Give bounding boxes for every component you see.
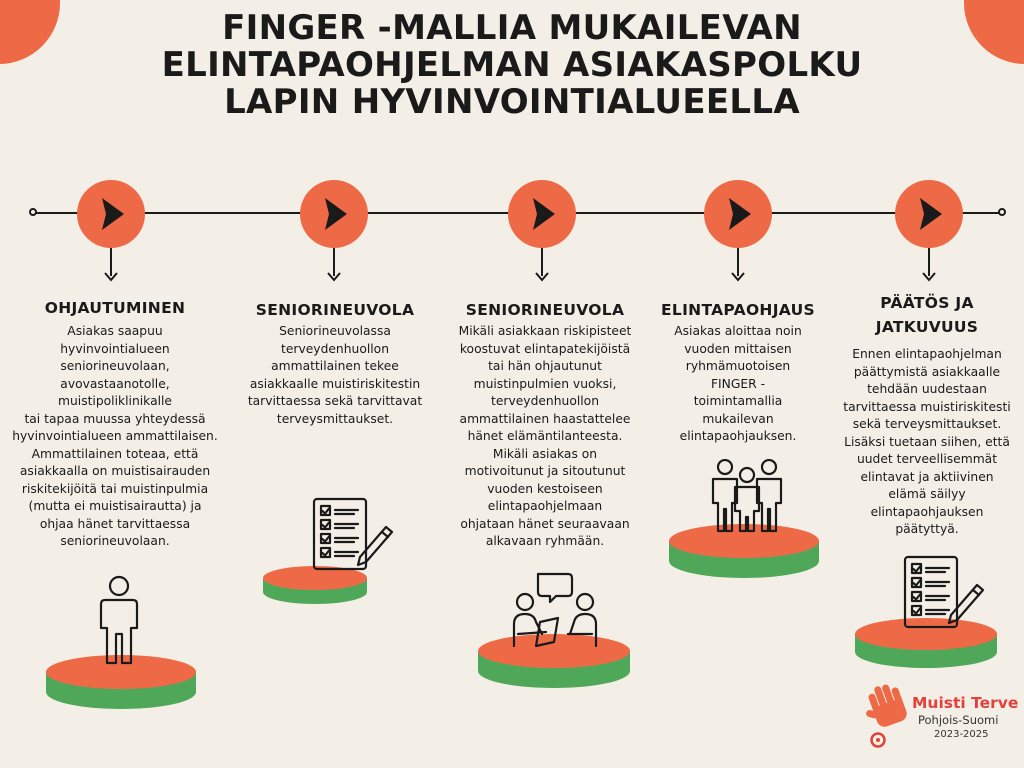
step-heading-line: SENIORINEUVOLA <box>255 301 415 319</box>
step-description-line: mukailevan <box>702 411 774 426</box>
step-description-line: elintapaohjauksen. <box>679 429 797 443</box>
title-line: LAPIN HYVINVOINTIALUEELLA <box>224 82 800 122</box>
step-description-line: Mikäli asiakkaan riskipisteet <box>458 324 632 338</box>
arrow-head <box>922 272 936 282</box>
step-description-line: Lisäksi tuetaan siihen, että <box>844 434 1010 449</box>
corner-decoration-circle <box>0 0 60 64</box>
step-heading-line: ELINTAPAOHJAUS <box>661 301 815 319</box>
step-description-line: muistinpulmien vuoksi, <box>473 376 617 391</box>
step-description-line: avovastaanotolle, <box>60 376 170 391</box>
step-marker <box>508 180 576 248</box>
timeline-start-dot <box>29 208 37 216</box>
play-arrow-icon <box>895 180 963 248</box>
conversation-icon <box>510 572 600 648</box>
step-marker <box>704 180 772 248</box>
muisti-terve-logo <box>862 680 1019 760</box>
step-description-line: elintavat ja aktiivinen <box>860 469 994 484</box>
step-description-line: elintapaohjelmaan <box>487 499 603 513</box>
step-description-line: seniorineuvolaan, <box>60 359 170 373</box>
step-marker <box>300 180 368 248</box>
step-description-line: ohjaa hänet tarvittaessa <box>39 516 191 531</box>
step-description-line: päättymistä asiakkaalle <box>853 364 1001 379</box>
play-arrow-icon <box>508 180 576 248</box>
step-description-line: toimintamallia <box>693 394 783 408</box>
step-heading-line: SENIORINEUVOLA <box>465 301 625 319</box>
step-heading <box>10 296 220 320</box>
muistiliitto-logo-icon <box>870 732 886 748</box>
step-marker <box>895 180 963 248</box>
step-description-line: tarvittaessa sekä tarvittavat <box>247 394 423 408</box>
step-description-line: elämä säilyy <box>888 487 966 501</box>
hand-logo-icon <box>866 680 916 740</box>
step-icon <box>510 572 600 652</box>
step-description <box>838 346 1016 539</box>
step-heading <box>838 291 1016 339</box>
step-icon <box>705 459 789 539</box>
checklist-icon <box>312 497 394 573</box>
step-description-line: asiakkaalle muistiriskitestin <box>249 376 421 391</box>
step-description-line: riskitekijöitä tai muistinpulmia <box>21 481 209 496</box>
step-heading-line: PÄÄTÖS JA <box>880 294 974 312</box>
step-heading-line: JATKUVUUS <box>875 318 979 336</box>
step-description-line: Seniorineuvolassa <box>279 324 391 338</box>
step-description-line: uudet terveellisemmät <box>856 452 998 466</box>
step-heading <box>648 298 828 322</box>
step-description-line: ammattilainen tekee <box>271 359 399 373</box>
step-description-line: koostuvat elintapatekijöistä <box>459 341 631 356</box>
step-description-line: hyvinvointialueen ammattilaisen. <box>12 429 218 443</box>
step-description-line: (mutta ei muistisairautta) ja <box>28 499 202 513</box>
step-description-line: Asiakas aloittaa noin <box>674 324 802 338</box>
step-description-line: sekä terveysmittaukset. <box>852 417 1002 431</box>
step-heading <box>240 298 430 322</box>
step-heading <box>450 298 640 322</box>
timeline-end-dot <box>998 208 1006 216</box>
play-arrow-icon <box>77 180 145 248</box>
person-icon <box>97 574 141 666</box>
page-title <box>150 10 874 121</box>
step-description-line: tarvittaessa muistiriskitesti <box>843 399 1011 414</box>
title-line: ELINTAPAOHJELMAN ASIAKASPOLKU <box>161 45 863 85</box>
step-description-line: vuoden kestoiseen <box>487 481 603 496</box>
checklist-icon <box>903 555 985 631</box>
step-description-line: terveydenhuollon <box>281 341 389 356</box>
brand-years: 2023-2025 <box>934 729 989 740</box>
step-description-line: motivoitunut ja sitoutunut <box>464 464 626 478</box>
arrow-head <box>104 272 118 282</box>
step-description-line: Ennen elintapaohjelman <box>852 347 1002 361</box>
step-description-line: päätyttyä. <box>895 522 959 536</box>
step-icon <box>97 574 141 670</box>
title-line: FINGER -MALLIA MUKAILEVAN <box>222 8 802 48</box>
step-description-line: hyvinvointialueen <box>60 341 170 356</box>
step-description-line: FINGER - <box>710 376 766 391</box>
step-description <box>648 323 828 446</box>
step-description-line: alkavaan ryhmään. <box>485 534 605 548</box>
step-description-line: terveysmittaukset. <box>276 411 394 426</box>
step-description-line: hänet elämäntilanteesta. <box>467 429 623 443</box>
step-description-line: tai hän ohjautunut <box>488 359 602 373</box>
play-arrow-icon <box>704 180 772 248</box>
step-description-line: tehdään uudestaan <box>867 382 987 396</box>
arrow-head <box>535 272 549 282</box>
arrow-head <box>731 272 745 282</box>
corner-decoration-circle <box>964 0 1024 64</box>
step-description-line: Asiakas saapuu <box>67 324 163 338</box>
step-description-line: ohjataan hänet seuraavaan <box>460 516 630 531</box>
step-description <box>450 323 640 551</box>
step-icon <box>312 497 394 577</box>
step-description-line: ammattilainen haastattelee <box>459 411 631 426</box>
step-heading-line: OHJAUTUMINEN <box>44 299 186 317</box>
brand-region: Pohjois-Suomi <box>918 713 999 727</box>
step-description-line: elintapaohjauksen <box>870 504 984 519</box>
step-description-line: muistipoliklinikalle <box>58 394 172 408</box>
step-description-line: ryhmämuotoisen <box>685 359 791 373</box>
play-arrow-icon <box>300 180 368 248</box>
step-description-line: Mikäli asiakas on <box>492 446 598 461</box>
step-description-line: tai tapaa muussa yhteydessä <box>24 411 206 426</box>
step-description-line: Ammattilainen toteaa, että <box>31 446 199 461</box>
arrow-head <box>327 272 341 282</box>
brand-name: Muisti Terve <box>912 694 1019 712</box>
step-marker <box>77 180 145 248</box>
step-description-line: asiakkaalla on muistisairauden <box>19 464 211 478</box>
step-description-line: terveydenhuollon <box>491 394 599 408</box>
step-description-line: vuoden mittaisen <box>684 341 792 356</box>
step-description-line: seniorineuvolaan. <box>60 534 170 548</box>
step-description <box>10 323 220 551</box>
step-icon <box>903 555 985 635</box>
group-icon <box>705 459 789 535</box>
step-description <box>240 323 430 428</box>
